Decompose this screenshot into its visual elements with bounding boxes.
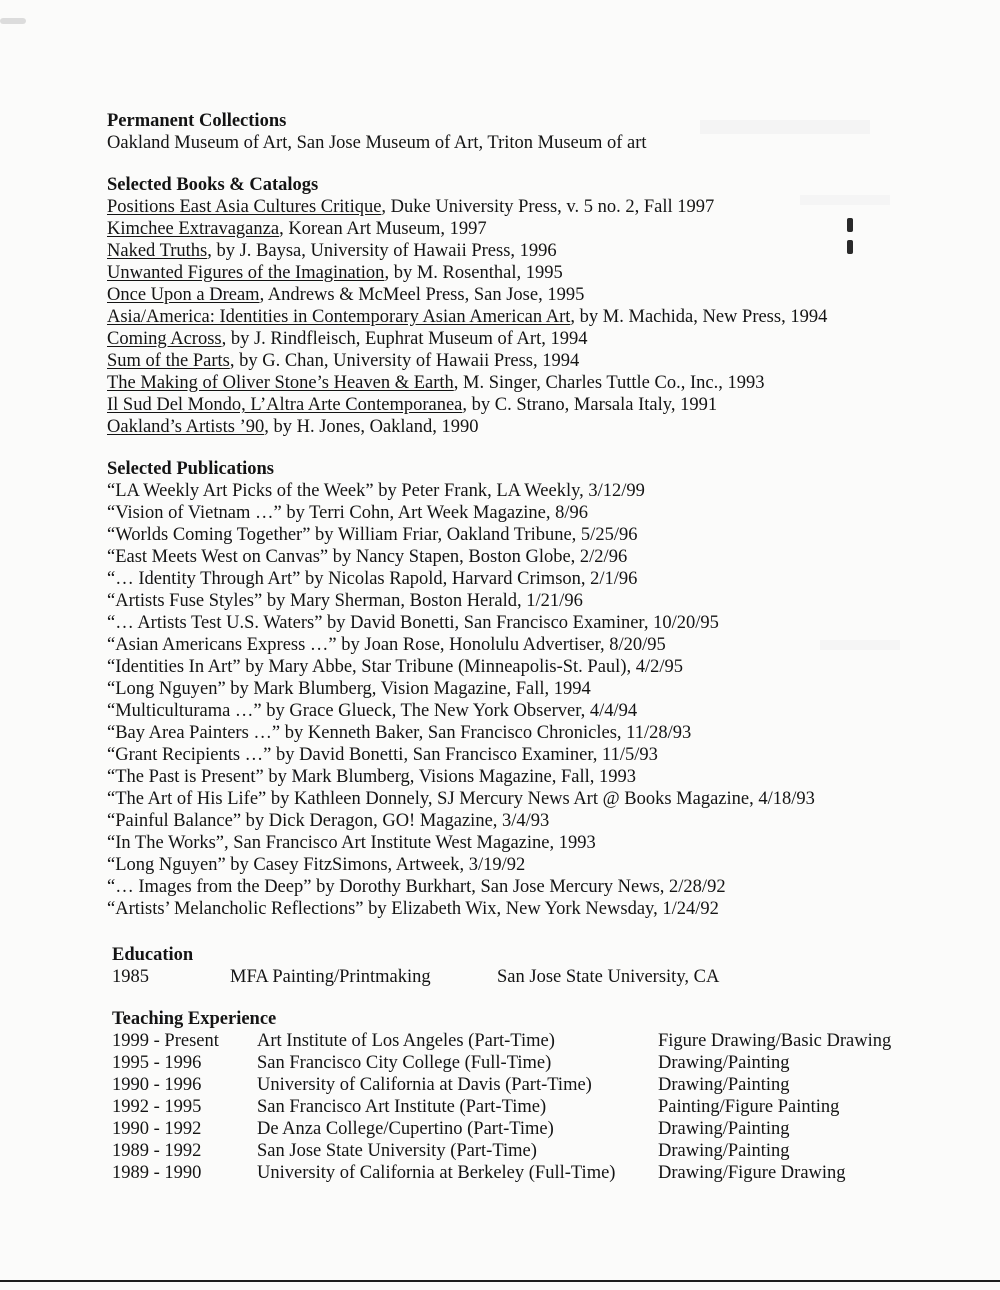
book-details: , by M. Machida, New Press, 1994 xyxy=(570,307,828,327)
book-title: Kimchee Extravaganza xyxy=(107,219,280,239)
teaching-subject: Drawing/Painting xyxy=(658,1075,790,1095)
publication-item: “… Artists Test U.S. Waters” by David Bonetti, San Francisco Examiner, 10/20/95 xyxy=(107,613,719,633)
publication-item: “Multiculturama …” by Grace Glueck, The New York Observer, 4/4/94 xyxy=(107,701,638,721)
publication-item: “Identities In Art” by Mary Abbe, Star Tribune (Minneapolis-St. Paul), 4/2/95 xyxy=(107,657,684,677)
publication-item: “Vision of Vietnam …” by Terri Cohn, Art Week Magazine, 8/96 xyxy=(107,503,589,523)
book-item xyxy=(107,196,714,218)
teaching-subject: Drawing/Painting xyxy=(658,1141,790,1161)
teaching-school: Art Institute of Los Angeles (Part-Time) xyxy=(257,1031,555,1051)
teaching-years: 1989 - 1992 xyxy=(112,1141,202,1161)
teaching-years: 1990 - 1996 xyxy=(112,1075,202,1095)
teaching-school: University of California at Berkeley (Full-Time) xyxy=(257,1163,616,1183)
book-title: Oakland’s Artists ’90 xyxy=(107,417,265,437)
ink-blot xyxy=(847,218,853,232)
book-item xyxy=(107,394,717,416)
teaching-years: 1990 - 1992 xyxy=(112,1119,202,1139)
publication-item: “Artists Fuse Styles” by Mary Sherman, Boston Herald, 1/21/96 xyxy=(107,591,583,611)
book-details: , by H. Jones, Oakland, 1990 xyxy=(264,417,479,437)
books-heading: Selected Books & Catalogs xyxy=(107,175,319,195)
permanent-collections-text: Oakland Museum of Art, San Jose Museum of Art, Triton Museum of art xyxy=(107,133,647,153)
book-title: Positions East Asia Cultures Critique xyxy=(107,197,382,217)
teaching-subject: Figure Drawing/Basic Drawing xyxy=(658,1031,892,1051)
teaching-years: 1992 - 1995 xyxy=(112,1097,202,1117)
teaching-subject: Drawing/Painting xyxy=(658,1119,790,1139)
book-item xyxy=(107,240,557,262)
teaching-heading: Teaching Experience xyxy=(112,1009,277,1029)
book-item xyxy=(107,306,827,328)
book-details: , by J. Rindfleisch, Euphrat Museum of Art, 1994 xyxy=(221,329,588,349)
book-title: Coming Across xyxy=(107,329,222,349)
publication-item: “Worlds Coming Together” by William Friar, Oakland Tribune, 5/25/96 xyxy=(107,525,638,545)
teaching-subject: Painting/Figure Painting xyxy=(658,1097,840,1117)
publication-item: “… Images from the Deep” by Dorothy Burkhart, San Jose Mercury News, 2/28/92 xyxy=(107,877,726,897)
publication-item: “The Art of His Life” by Kathleen Donnely, SJ Mercury News Art @ Books Magazine, 4/18/93 xyxy=(107,789,815,809)
publication-item: “LA Weekly Art Picks of the Week” by Peter Frank, LA Weekly, 3/12/99 xyxy=(107,481,645,501)
teaching-subject: Drawing/Figure Drawing xyxy=(658,1163,846,1183)
book-details: , M. Singer, Charles Tuttle Co., Inc., 1993 xyxy=(453,373,765,393)
book-title: Il Sud Del Mondo, L’Altra Arte Contemporanea xyxy=(107,395,463,415)
book-item xyxy=(107,262,563,284)
scan-edge-mark xyxy=(0,18,26,24)
ink-blot xyxy=(847,240,853,254)
book-item xyxy=(107,372,764,394)
book-details: , by M. Rosenthal, 1995 xyxy=(384,263,563,283)
teaching-school: De Anza College/Cupertino (Part-Time) xyxy=(257,1119,554,1139)
publication-item: “Artists’ Melancholic Reflections” by Elizabeth Wix, New York Newsday, 1/24/92 xyxy=(107,899,719,919)
education-school: San Jose State University, CA xyxy=(497,967,720,987)
publication-item: “Long Nguyen” by Mark Blumberg, Vision Magazine, Fall, 1994 xyxy=(107,679,591,699)
teaching-school: University of California at Davis (Part-Time) xyxy=(257,1075,592,1095)
book-details: , by C. Strano, Marsala Italy, 1991 xyxy=(462,395,718,415)
publication-item: “East Meets West on Canvas” by Nancy Stapen, Boston Globe, 2/2/96 xyxy=(107,547,628,567)
teaching-school: San Francisco City College (Full-Time) xyxy=(257,1053,552,1073)
book-details: , Andrews & McMeel Press, San Jose, 1995 xyxy=(259,285,585,305)
teaching-years: 1989 - 1990 xyxy=(112,1163,202,1183)
publication-item: “Asian Americans Express …” by Joan Rose, Honolulu Advertiser, 8/20/95 xyxy=(107,635,666,655)
book-item xyxy=(107,416,479,438)
book-item xyxy=(107,284,584,306)
publication-item: “Bay Area Painters …” by Kenneth Baker, San Francisco Chronicles, 11/28/93 xyxy=(107,723,692,743)
publication-item: “Painful Balance” by Dick Deragon, GO! Magazine, 3/4/93 xyxy=(107,811,550,831)
scan-bottom-edge xyxy=(0,1280,1000,1282)
book-title: Sum of the Parts xyxy=(107,351,230,371)
publication-item: “Grant Recipients …” by David Bonetti, San Francisco Examiner, 11/5/93 xyxy=(107,745,658,765)
book-item xyxy=(107,328,587,350)
teaching-school: San Francisco Art Institute (Part-Time) xyxy=(257,1097,547,1117)
education-degree: MFA Painting/Printmaking xyxy=(230,967,431,987)
book-title: Once Upon a Dream xyxy=(107,285,260,305)
book-details: , by J. Baysa, University of Hawaii Press, 1996 xyxy=(207,241,557,261)
teaching-subject: Drawing/Painting xyxy=(658,1053,790,1073)
education-heading: Education xyxy=(112,945,194,965)
teaching-years: 1995 - 1996 xyxy=(112,1053,202,1073)
permanent-collections-heading: Permanent Collections xyxy=(107,111,287,131)
publications-heading: Selected Publications xyxy=(107,459,275,479)
book-details: , Korean Art Museum, 1997 xyxy=(279,219,487,239)
book-title: Unwanted Figures of the Imagination xyxy=(107,263,385,283)
publication-item: “The Past is Present” by Mark Blumberg, Visions Magazine, Fall, 1993 xyxy=(107,767,636,787)
book-details: , by G. Chan, University of Hawaii Press, 1994 xyxy=(229,351,580,371)
book-title: Naked Truths xyxy=(107,241,208,261)
education-year: 1985 xyxy=(112,967,149,987)
teaching-school: San Jose State University (Part-Time) xyxy=(257,1141,537,1161)
teaching-years: 1999 - Present xyxy=(112,1031,219,1051)
book-title: The Making of Oliver Stone’s Heaven & Earth xyxy=(107,373,454,393)
publication-item: “In The Works”, San Francisco Art Institute West Magazine, 1993 xyxy=(107,833,596,853)
book-item xyxy=(107,350,579,372)
book-item xyxy=(107,218,487,240)
book-details: , Duke University Press, v. 5 no. 2, Fall 1997 xyxy=(381,197,715,217)
publication-item: “Long Nguyen” by Casey FitzSimons, Artweek, 3/19/92 xyxy=(107,855,526,875)
publication-item: “… Identity Through Art” by Nicolas Rapold, Harvard Crimson, 2/1/96 xyxy=(107,569,638,589)
book-title: Asia/America: Identities in Contemporary Asian American Art xyxy=(107,307,571,327)
